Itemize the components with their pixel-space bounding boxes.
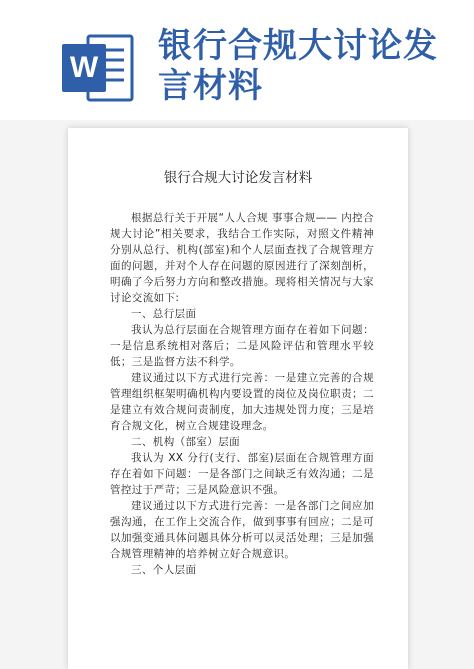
body-paragraph: 我认为 XX 分行(支行、部室)层面在合规管理方面存在着如下问题：一是各部门之间缺乏有效沟通；二是管控过于严苛；三是风险意识不强。 [110, 452, 374, 496]
header-banner [0, 0, 474, 120]
word-icon [62, 30, 134, 106]
document-title: 银行合规大讨论发言材料 [163, 170, 313, 186]
document-viewer [0, 120, 474, 669]
document-body [110, 210, 374, 578]
section-heading: 二、机构（部室）层面 [131, 436, 240, 448]
body-paragraph: 建议通过以下方式进行完善：一是各部门之间应加强沟通，在工作上交流合作，做到事事有回应；二是可以加强变通具体问题具体分析可以灵活处理；三是加强合规管理精神的培养树立好合规意识。 [110, 500, 374, 560]
body-paragraph: 我认为总行层面在合规管理方面存在着如下问题：一是信息系统相对落后；二是风险评估和管理水平较低；三是监督方法不科学。 [110, 324, 374, 368]
body-paragraph: 根据总行关于开展“人人合规 事事合规—— 内控合规大讨论”相关要求，我结合工作实际，对照文件精神分别从总行、机构(部室)和个人层面查找了合规管理方面的问题，并对个人存在问题的原因进行了深刻剖析，明确了今后努力方向和整改措施。现将相关情况与大家讨论交流如下: [110, 212, 374, 304]
page-title: 银行合规大讨论发言材料 [158, 26, 438, 106]
body-paragraph: 建议通过以下方式进行完善：一是建立完善的合规管理组织框架明确机构内要设置的岗位及岗位职责；二是建立有效合规问责制度，加大违规处罚力度；三是培育合规文化，树立合规建设理念。 [110, 372, 374, 432]
section-heading: 一、总行层面 [131, 308, 197, 320]
document-page [68, 128, 408, 669]
word-logo-letter: W [69, 51, 99, 84]
section-heading: 三、个人层面 [131, 564, 197, 576]
